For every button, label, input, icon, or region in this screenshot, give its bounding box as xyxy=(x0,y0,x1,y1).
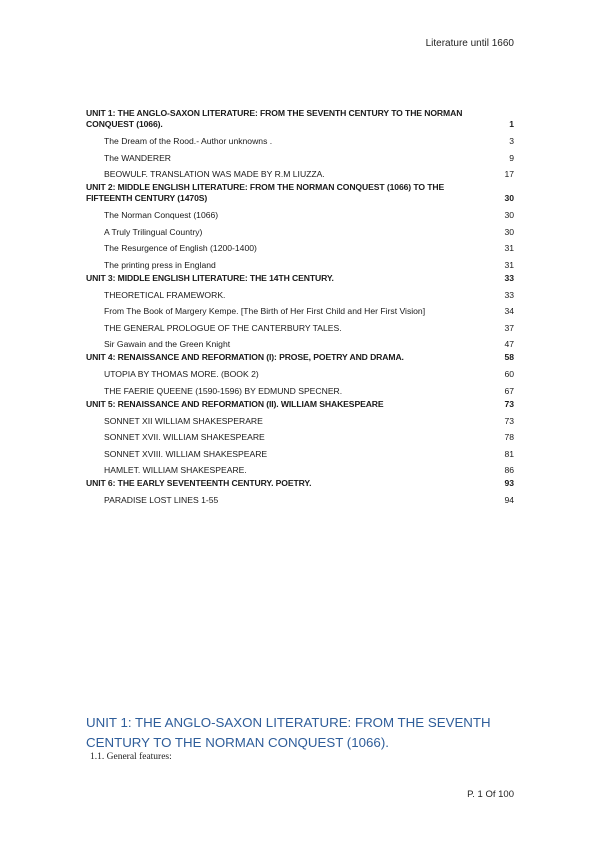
toc-entry-title: PARADISE LOST LINES 1-55 xyxy=(104,495,219,505)
toc-subentry[interactable] xyxy=(86,339,514,350)
toc-entry-title: HAMLET. WILLIAM SHAKESPEARE. xyxy=(104,465,247,475)
toc-subentry[interactable] xyxy=(86,210,514,221)
toc-entry-page: 1 xyxy=(509,119,514,129)
toc-unit-entry[interactable] xyxy=(86,352,514,363)
toc-entry-page: 30 xyxy=(504,193,514,203)
toc-unit-entry[interactable] xyxy=(86,273,514,284)
toc-entry-page: 47 xyxy=(504,339,514,349)
toc-entry-title: THE FAERIE QUEENE (1590-1596) BY EDMUND SPECNER. xyxy=(104,385,343,396)
toc-subentry[interactable] xyxy=(86,495,514,506)
toc-entry-title: Sir Gawain and the Green Knight xyxy=(104,339,231,349)
toc-entry-page: 9 xyxy=(509,152,514,163)
toc-entry-page: 78 xyxy=(504,432,514,442)
toc-entry-page: 58 xyxy=(504,352,514,362)
running-header: Literature until 1660 xyxy=(425,38,514,49)
toc-entry-page: 33 xyxy=(504,272,514,283)
toc-entry-title: UNIT 5: RENAISSANCE AND REFORMATION (II). WILLIAM SHAKESPEARE xyxy=(86,398,384,409)
toc-entry-title: UNIT 6: THE EARLY SEVENTEENTH CENTURY. POETRY. xyxy=(86,478,312,488)
toc-subentry[interactable] xyxy=(86,153,514,164)
toc-subentry[interactable] xyxy=(86,290,514,301)
toc-subentry[interactable] xyxy=(86,449,514,460)
toc-entry-title: The Norman Conquest (1066) xyxy=(104,210,219,220)
toc-entry-page: 94 xyxy=(504,495,514,505)
toc-entry-title: The WANDERER xyxy=(104,152,172,163)
toc-subentry[interactable] xyxy=(86,369,514,380)
toc-unit-entry[interactable] xyxy=(86,108,514,130)
toc-entry-title: The printing press in England xyxy=(104,259,216,270)
toc-entry-page: 73 xyxy=(504,398,514,409)
toc-entry-title: BEOWULF. TRANSLATION WAS MADE BY R.M LIUZZA. xyxy=(104,169,325,179)
toc-subentry[interactable] xyxy=(86,386,514,397)
toc-unit-entry[interactable] xyxy=(86,399,514,410)
toc-entry-page: 3 xyxy=(509,136,514,146)
toc-entry-page: 67 xyxy=(504,385,514,396)
toc-entry-page: 93 xyxy=(504,478,514,488)
toc-subentry[interactable] xyxy=(86,323,514,334)
toc-entry-page: 86 xyxy=(504,465,514,475)
toc-entry-title: SONNET XII WILLIAM SHAKESPERARE xyxy=(104,415,263,426)
toc-entry-title: THEORETICAL FRAMEWORK. xyxy=(104,289,226,300)
toc-entry-page: 30 xyxy=(504,210,514,220)
toc-entry-title: UNIT 2: MIDDLE ENGLISH LITERATURE: FROM THE NORMAN CONQUEST (1066) TO THE FIFTEENTH CENTURY (1470S) xyxy=(86,182,445,203)
toc-entry-page: 81 xyxy=(504,448,514,459)
table-of-contents xyxy=(86,108,514,506)
toc-entry-title: UNIT 4: RENAISSANCE AND REFORMATION (I): PROSE, POETRY AND DRAMA. xyxy=(86,352,404,362)
toc-subentry[interactable] xyxy=(86,465,514,476)
toc-subentry[interactable] xyxy=(86,169,514,180)
toc-entry-title: A Truly Trilingual Country) xyxy=(104,226,203,237)
toc-unit-entry[interactable] xyxy=(86,182,514,204)
toc-subentry[interactable] xyxy=(86,227,514,238)
toc-entry-title: SONNET XVIII. WILLIAM SHAKESPEARE xyxy=(104,448,268,459)
toc-entry-title: UNIT 3: MIDDLE ENGLISH LITERATURE: THE 14TH CENTURY. xyxy=(86,272,334,283)
subsection-heading: 1.1. General features: xyxy=(90,752,172,762)
toc-unit-entry[interactable] xyxy=(86,478,514,489)
toc-entry-title: SONNET XVII. WILLIAM SHAKESPEARE xyxy=(104,432,265,442)
page-number: P. 1 Of 100 xyxy=(467,789,514,800)
section-heading: UNIT 1: THE ANGLO-SAXON LITERATURE: FROM THE SEVENTH CENTURY TO THE NORMAN CONQUEST (1066). xyxy=(86,715,491,750)
toc-entry-page: 37 xyxy=(504,322,514,333)
toc-entry-page: 30 xyxy=(504,226,514,237)
toc-entry-title: UNIT 1: THE ANGLO-SAXON LITERATURE: FROM THE SEVENTH CENTURY TO THE NORMAN CONQUEST (1066). xyxy=(86,108,463,129)
toc-entry-page: 73 xyxy=(504,415,514,426)
toc-entry-page: 17 xyxy=(504,169,514,179)
toc-entry-title: UTOPIA BY THOMAS MORE. (BOOK 2) xyxy=(104,369,259,379)
toc-entry-page: 34 xyxy=(504,306,514,316)
toc-entry-page: 31 xyxy=(504,259,514,270)
toc-subentry[interactable] xyxy=(86,260,514,271)
toc-subentry[interactable] xyxy=(86,136,514,147)
toc-entry-title: The Dream of the Rood.- Author unknowns . xyxy=(104,136,273,146)
toc-subentry[interactable] xyxy=(86,416,514,427)
toc-subentry[interactable] xyxy=(86,432,514,443)
toc-entry-page: 60 xyxy=(504,369,514,379)
toc-entry-page: 31 xyxy=(504,243,514,253)
toc-subentry[interactable] xyxy=(86,243,514,254)
toc-entry-page: 33 xyxy=(504,289,514,300)
toc-subentry[interactable] xyxy=(86,306,514,317)
toc-entry-title: THE GENERAL PROLOGUE OF THE CANTERBURY TALES. xyxy=(104,322,342,333)
toc-entry-title: From The Book of Margery Kempe. [The Birth of Her First Child and Her First Vision] xyxy=(104,306,426,316)
toc-entry-title: The Resurgence of English (1200-1400) xyxy=(104,243,257,253)
